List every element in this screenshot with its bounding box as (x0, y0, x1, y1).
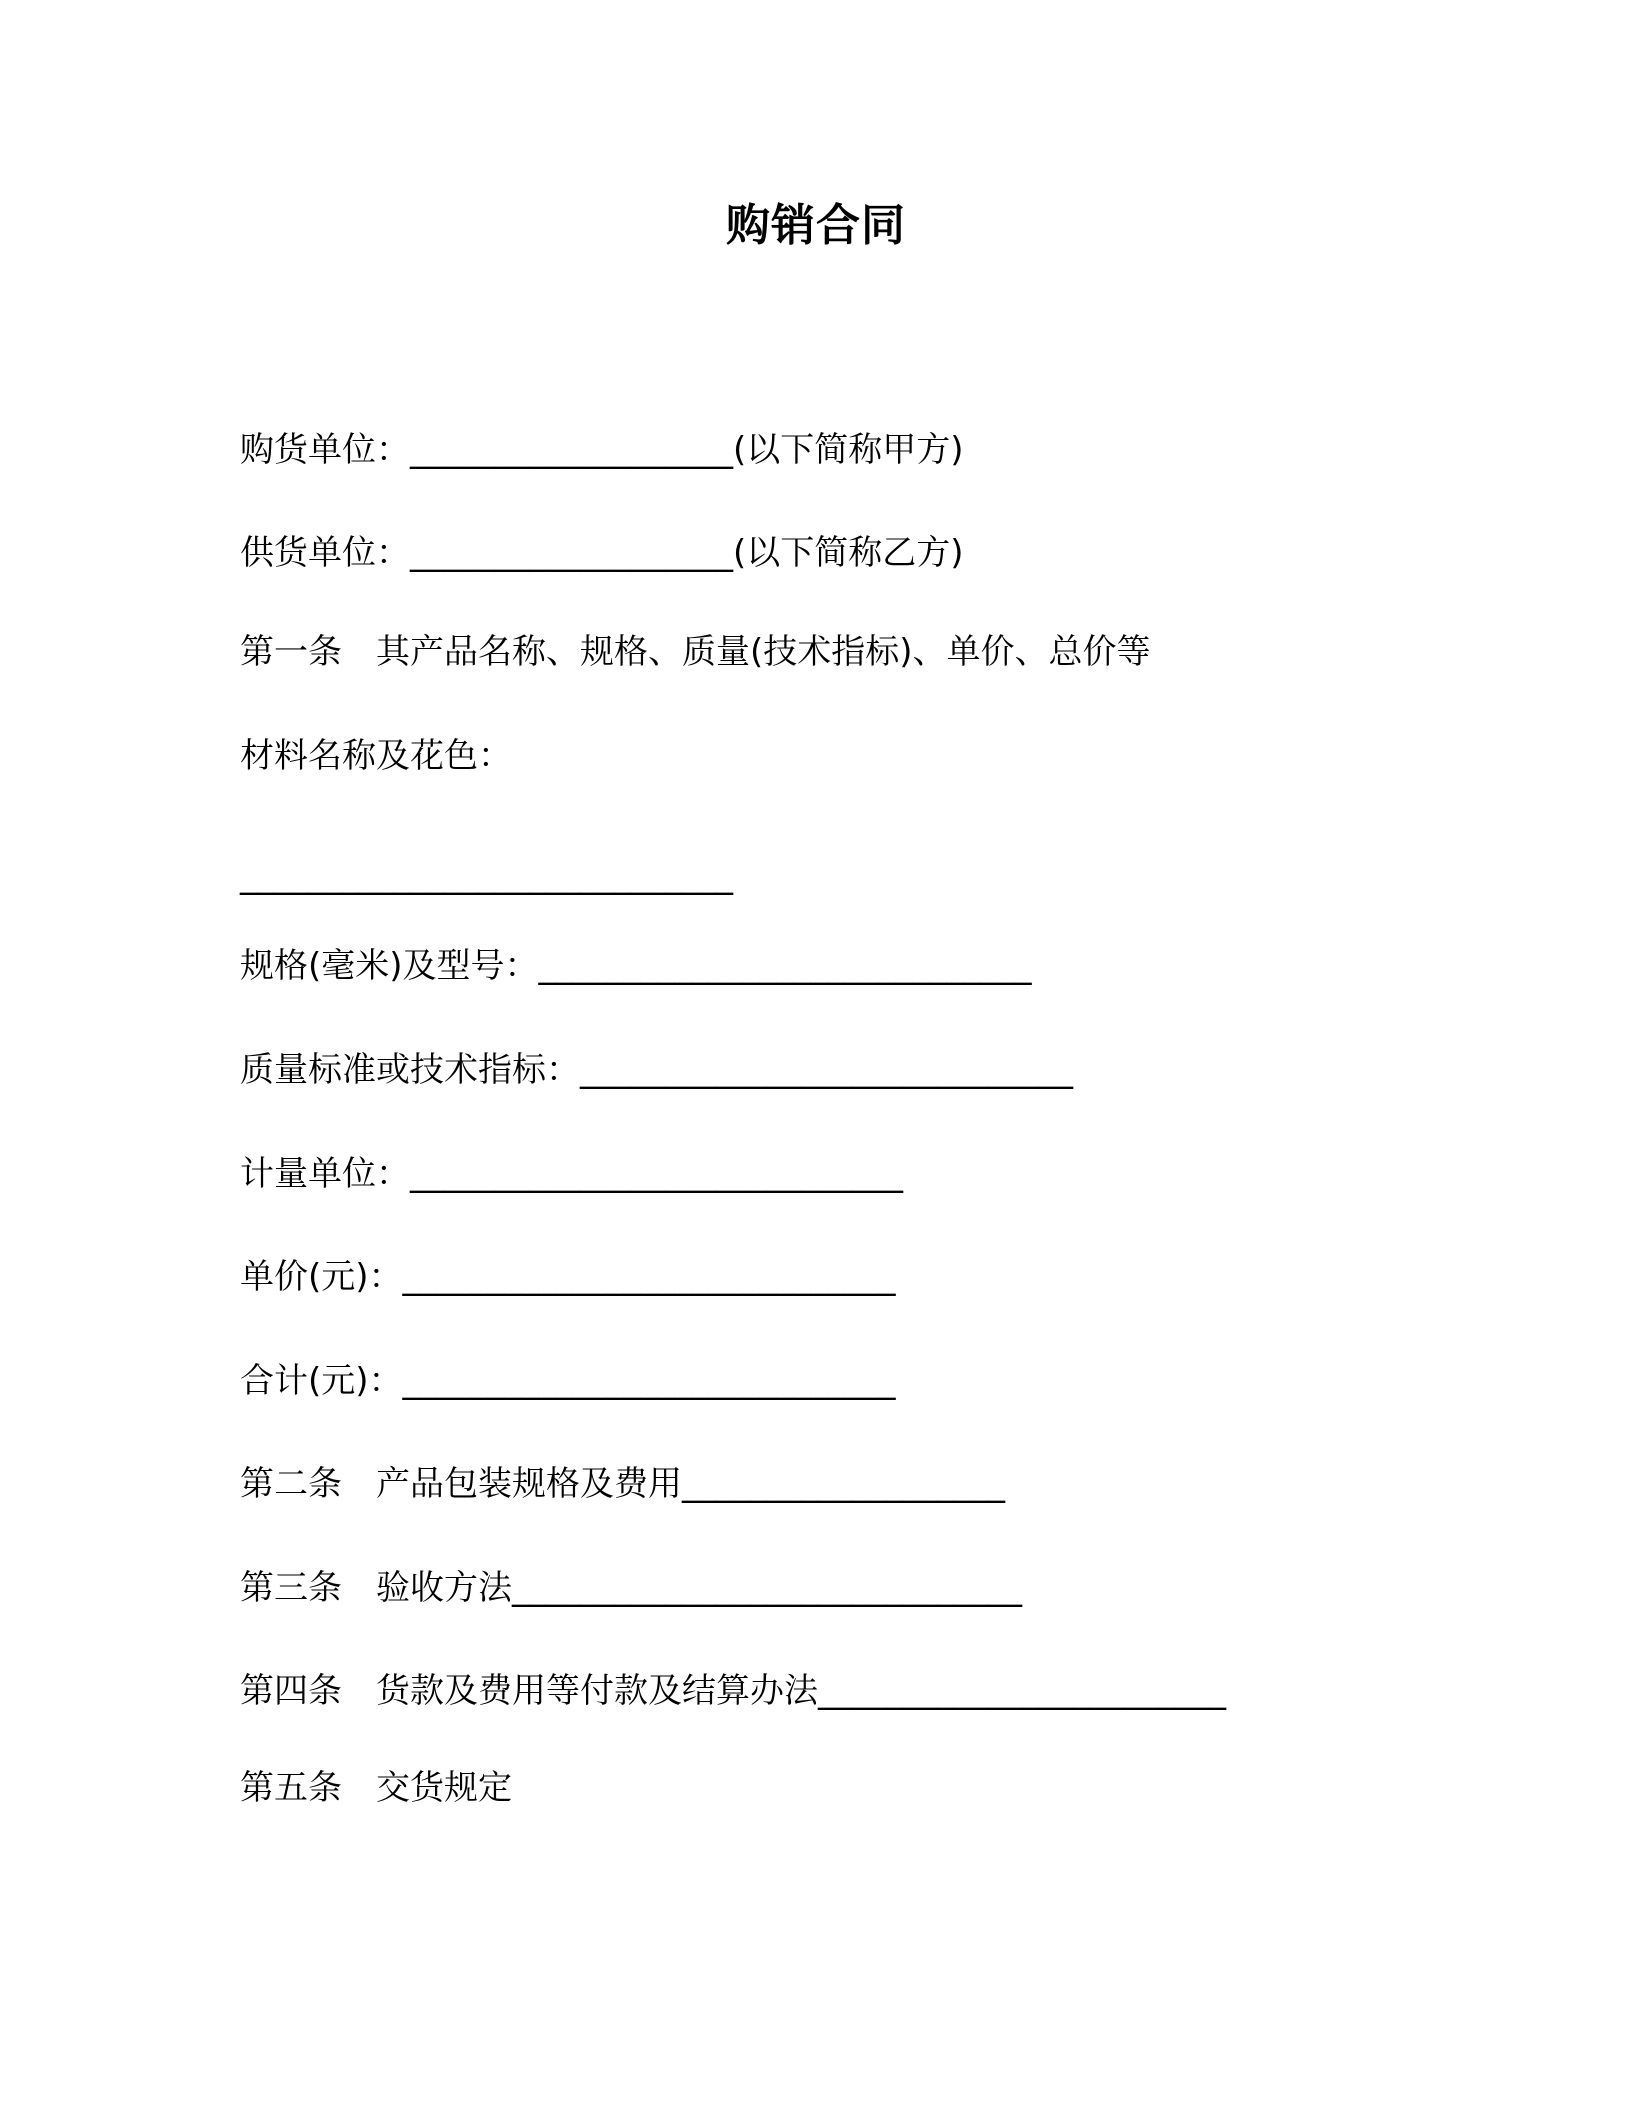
buyer-line: 购货单位：___________________(以下简称甲方) (240, 430, 964, 470)
material-name-label: 材料名称及花色： (240, 736, 512, 776)
spec-model-line: 规格(毫米)及型号：_____________________________ (240, 946, 1032, 986)
unit-price-line: 单价(元)：_____________________________ (240, 1257, 896, 1297)
document-title: 购销合同 (726, 200, 906, 251)
unit-of-measure-line: 计量单位：_____________________________ (240, 1154, 903, 1194)
material-name-blank: _____________________________ (240, 856, 733, 896)
article-2-line: 第二条 产品包装规格及费用___________________ (240, 1464, 1005, 1504)
article-4-line: 第四条 货款及费用等付款及结算办法________________________ (240, 1671, 1226, 1711)
article-3-line: 第三条 验收方法______________________________ (240, 1568, 1022, 1608)
article-5-line: 第五条 交货规定 (240, 1768, 512, 1808)
quality-standard-line: 质量标准或技术指标：_____________________________ (240, 1050, 1073, 1090)
total-line: 合计(元)：_____________________________ (240, 1361, 896, 1401)
supplier-line: 供货单位：___________________(以下简称乙方) (240, 533, 964, 573)
article-1-heading: 第一条 其产品名称、规格、质量(技术指标)、单价、总价等 (240, 632, 1151, 672)
